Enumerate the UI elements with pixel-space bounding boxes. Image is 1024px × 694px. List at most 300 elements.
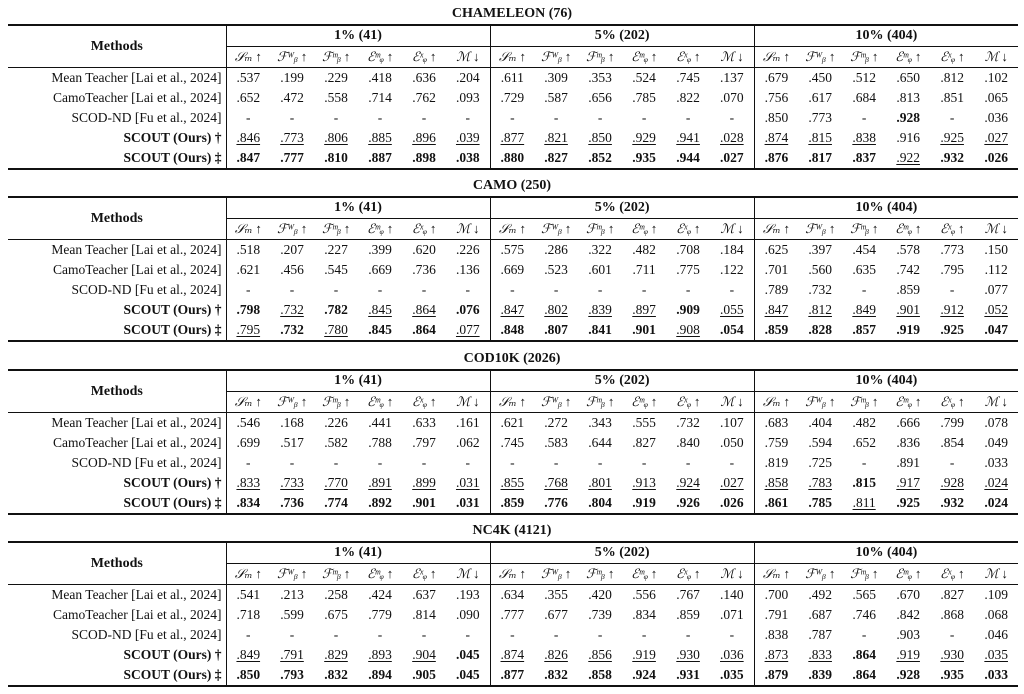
camoteacher-row — [8, 260, 1018, 280]
metric-cell — [270, 585, 314, 606]
scout-ddagger-row — [8, 493, 1018, 514]
metric-header: ℰˣᵩ ↑ — [930, 392, 974, 413]
metric-cell — [578, 128, 622, 148]
metric-cell — [446, 88, 490, 108]
metric-value: .732 — [676, 415, 700, 430]
metric-value: .789 — [764, 282, 789, 297]
metric-value: .701 — [764, 262, 789, 277]
metric-cell — [974, 88, 1018, 108]
metric-cell — [622, 585, 666, 606]
metric-header: ℱᵐᵦ ↑ — [842, 392, 886, 413]
metric-cell — [358, 260, 402, 280]
metric-cell — [842, 108, 886, 128]
metric-cell — [358, 645, 402, 665]
metric-cell — [446, 320, 490, 341]
metric-cell — [226, 585, 270, 606]
metric-cell — [886, 665, 930, 686]
metric-cell — [886, 260, 930, 280]
metric-cell — [446, 433, 490, 453]
metric-cell — [534, 260, 578, 280]
metric-value: .031 — [455, 475, 480, 490]
metric-header: ℳ ↓ — [710, 392, 754, 413]
metric-value: .896 — [412, 130, 436, 145]
metric-header: ℰᵐᵩ ↑ — [358, 392, 402, 413]
metric-header: ℱᵐᵦ ↑ — [314, 47, 358, 68]
metric-value: .309 — [544, 70, 568, 85]
metric-cell — [270, 68, 314, 89]
split-label: 10% (404) — [855, 545, 918, 560]
metric-value: .815 — [852, 475, 876, 490]
split-header — [754, 370, 1018, 392]
metric-cell — [886, 413, 930, 434]
metric-cell — [798, 260, 842, 280]
metric-cell — [622, 453, 666, 473]
metric-value: .033 — [984, 455, 1008, 470]
metric-cell — [930, 148, 974, 169]
metric-cell — [402, 605, 446, 625]
metric-cell — [930, 108, 974, 128]
metric-value: .049 — [984, 435, 1008, 450]
metric-value: .828 — [808, 322, 832, 337]
metric-cell — [358, 413, 402, 434]
metric-header: ℱᵐᵦ ↑ — [314, 219, 358, 240]
metric-value: .785 — [808, 495, 832, 510]
metric-header: 𝒮ₘ ↑ — [754, 47, 798, 68]
metric-cell — [490, 605, 534, 625]
metric-value: .929 — [632, 130, 656, 145]
metric-value: - — [597, 627, 603, 642]
metric-cell — [490, 433, 534, 453]
method-name: Mean Teacher [Lai et al., 2024] — [51, 242, 222, 257]
metric-cell — [446, 68, 490, 89]
split-label: 1% (41) — [334, 200, 382, 215]
metric-cell — [358, 493, 402, 514]
metric-cell — [490, 300, 534, 320]
metric-value: .797 — [412, 435, 436, 450]
metric-value: .024 — [984, 495, 1008, 510]
metric-cell — [402, 493, 446, 514]
metric-value: .076 — [455, 302, 480, 317]
metric-cell — [226, 605, 270, 625]
split-label: 1% (41) — [334, 545, 382, 560]
metric-value: .184 — [720, 242, 744, 257]
metric-cell — [446, 280, 490, 300]
metric-cell — [534, 68, 578, 89]
metric-cell — [314, 260, 358, 280]
metric-value: .798 — [236, 302, 261, 317]
metric-cell — [666, 88, 710, 108]
metric-cell — [358, 625, 402, 645]
split-header — [490, 370, 754, 392]
metric-header: ℰᵐᵩ ↑ — [622, 47, 666, 68]
metric-value: .922 — [896, 150, 920, 165]
method-name: SCOD-ND [Fu et al., 2024] — [71, 282, 222, 297]
metric-value: .666 — [896, 415, 920, 430]
metric-value: .847 — [764, 302, 789, 317]
metric-value: .404 — [808, 415, 832, 430]
metric-cell — [974, 433, 1018, 453]
metric-value: .925 — [940, 322, 964, 337]
metric-value: .482 — [852, 415, 876, 430]
metric-value: .810 — [324, 150, 348, 165]
metric-cell — [226, 108, 270, 128]
scout-dagger-row — [8, 473, 1018, 493]
metric-cell — [490, 413, 534, 434]
metric-value: - — [289, 282, 295, 297]
metric-cell — [666, 108, 710, 128]
metric-value: .397 — [808, 242, 832, 257]
metric-cell — [358, 128, 402, 148]
scod-nd-row — [8, 625, 1018, 645]
metric-value: .817 — [808, 150, 832, 165]
metric-cell — [710, 68, 754, 89]
method-name: SCOUT (Ours) ‡ — [8, 320, 226, 341]
metric-cell — [666, 605, 710, 625]
metric-value: .636 — [412, 70, 436, 85]
method-name: SCOD-ND [Fu et al., 2024] — [71, 110, 222, 125]
metric-cell — [886, 585, 930, 606]
metric-value: .739 — [588, 607, 612, 622]
metric-value: - — [949, 455, 955, 470]
metric-value: .919 — [896, 322, 920, 337]
metric-cell — [446, 493, 490, 514]
metric-cell — [974, 665, 1018, 686]
metric-cell — [534, 473, 578, 493]
metric-cell — [270, 108, 314, 128]
metric-cell — [226, 473, 270, 493]
split-header — [226, 370, 490, 392]
metric-cell — [974, 240, 1018, 261]
metric-cell — [710, 453, 754, 473]
methods-header: Methods — [8, 197, 226, 240]
metric-cell — [226, 413, 270, 434]
metric-cell — [886, 128, 930, 148]
metric-value: .229 — [324, 70, 348, 85]
metric-value: .343 — [588, 415, 612, 430]
metric-cell — [578, 413, 622, 434]
metric-cell — [798, 605, 842, 625]
metric-value: - — [289, 455, 295, 470]
metric-value: .773 — [280, 130, 304, 145]
metric-cell — [974, 453, 1018, 473]
metric-value: .052 — [984, 302, 1008, 317]
metric-cell — [490, 128, 534, 148]
metric-value: - — [685, 110, 691, 125]
metric-cell — [710, 473, 754, 493]
metric-value: .036 — [984, 110, 1008, 125]
metric-value: .537 — [236, 70, 261, 85]
metric-cell — [446, 148, 490, 169]
metric-cell — [358, 280, 402, 300]
metric-cell — [534, 665, 578, 686]
metric-value: .773 — [940, 242, 964, 257]
metric-cell — [578, 473, 622, 493]
metric-value: .932 — [940, 495, 964, 510]
metric-cell — [358, 453, 402, 473]
metric-value: - — [377, 455, 383, 470]
metric-cell — [886, 605, 930, 625]
metric-value: - — [949, 110, 955, 125]
metric-cell — [754, 240, 798, 261]
metric-cell — [974, 260, 1018, 280]
metric-cell — [710, 625, 754, 645]
metric-cell — [402, 128, 446, 148]
metric-value: .033 — [984, 667, 1008, 682]
method-name: SCOUT (Ours) ‡ — [8, 665, 226, 686]
metric-cell — [270, 605, 314, 625]
metric-value: .736 — [412, 262, 436, 277]
metric-cell — [270, 260, 314, 280]
metric-value: .046 — [984, 627, 1008, 642]
dataset-title: NC4K (4121) — [472, 523, 552, 538]
scout-ddagger-row — [8, 148, 1018, 169]
metric-cell — [402, 148, 446, 169]
metric-cell — [490, 453, 534, 473]
metric-value: - — [333, 110, 339, 125]
metric-cell — [622, 280, 666, 300]
metric-value: .675 — [324, 607, 348, 622]
metric-cell — [754, 493, 798, 514]
metric-cell — [842, 605, 886, 625]
metric-cell — [578, 68, 622, 89]
metric-cell — [622, 260, 666, 280]
metric-cell — [534, 88, 578, 108]
camoteacher-row — [8, 88, 1018, 108]
metric-cell — [358, 300, 402, 320]
metric-cell — [930, 473, 974, 493]
metric-cell — [622, 88, 666, 108]
metric-value: .841 — [588, 322, 612, 337]
metric-value: .832 — [544, 667, 568, 682]
metric-value: .620 — [412, 242, 436, 257]
metric-value: .677 — [544, 607, 568, 622]
metric-header: 𝒮ₘ ↑ — [754, 219, 798, 240]
metric-cell — [666, 473, 710, 493]
metric-value: .935 — [632, 150, 656, 165]
metric-cell — [358, 433, 402, 453]
metric-cell — [534, 645, 578, 665]
split-header — [490, 25, 754, 47]
scout-dagger-row — [8, 300, 1018, 320]
metric-cell — [490, 493, 534, 514]
metric-cell — [270, 280, 314, 300]
metric-value: - — [421, 627, 427, 642]
metric-header: ℳ ↓ — [974, 219, 1018, 240]
scod-nd-row — [8, 280, 1018, 300]
metric-value: .849 — [852, 302, 876, 317]
metric-cell — [358, 148, 402, 169]
metric-cell — [534, 148, 578, 169]
metric-header: ℳ ↓ — [710, 219, 754, 240]
metric-cell — [358, 320, 402, 341]
metric-value: .833 — [236, 475, 261, 490]
metric-value: - — [685, 455, 691, 470]
metric-cell — [402, 625, 446, 645]
metric-cell — [754, 585, 798, 606]
metric-cell — [490, 280, 534, 300]
metric-cell — [754, 148, 798, 169]
camoteacher-row — [8, 605, 1018, 625]
metric-cell — [446, 300, 490, 320]
metric-value: .913 — [632, 475, 656, 490]
metric-cell — [930, 665, 974, 686]
metric-value: .885 — [368, 130, 392, 145]
metric-value: .065 — [984, 90, 1008, 105]
metric-header: 𝒮ₘ ↑ — [490, 47, 534, 68]
metric-cell — [798, 300, 842, 320]
metric-cell — [798, 413, 842, 434]
metric-cell — [402, 473, 446, 493]
metric-cell — [578, 88, 622, 108]
metric-cell — [358, 585, 402, 606]
metric-cell — [314, 300, 358, 320]
metric-value: .924 — [676, 475, 700, 490]
metric-value: - — [553, 282, 559, 297]
metric-value: .687 — [808, 607, 832, 622]
metric-cell — [710, 88, 754, 108]
metric-value: .399 — [368, 242, 392, 257]
metric-value: - — [729, 110, 735, 125]
metric-cell — [710, 645, 754, 665]
metric-cell — [402, 453, 446, 473]
metric-header: ℱᵂᵦ ↑ — [534, 47, 578, 68]
metric-value: .524 — [632, 70, 656, 85]
scod-nd-row — [8, 108, 1018, 128]
metric-cell — [710, 280, 754, 300]
dataset-title: COD10K (2026) — [463, 351, 561, 366]
metric-value: .669 — [500, 262, 525, 277]
metric-value: - — [421, 282, 427, 297]
split-label: 5% (202) — [594, 200, 650, 215]
metric-cell — [754, 453, 798, 473]
metric-value: .840 — [676, 435, 700, 450]
metric-value: .047 — [984, 322, 1008, 337]
metric-value: - — [729, 282, 735, 297]
metric-cell — [358, 240, 402, 261]
metric-header: ℳ ↓ — [710, 47, 754, 68]
metric-value: .928 — [896, 110, 920, 125]
metric-cell — [622, 433, 666, 453]
metric-value: .941 — [676, 130, 700, 145]
metric-value: .650 — [896, 70, 920, 85]
metric-value: .759 — [764, 435, 789, 450]
metric-value: .812 — [940, 70, 964, 85]
metric-cell — [358, 473, 402, 493]
metric-value: .767 — [676, 587, 700, 602]
metric-cell — [710, 585, 754, 606]
metric-cell — [754, 260, 798, 280]
metric-value: .746 — [852, 607, 876, 622]
metric-cell — [930, 88, 974, 108]
metric-cell — [314, 280, 358, 300]
metric-value: .916 — [896, 130, 920, 145]
metric-value: .903 — [896, 627, 920, 642]
metric-header: ℰˣᵩ ↑ — [402, 219, 446, 240]
metric-cell — [446, 625, 490, 645]
metric-cell — [754, 128, 798, 148]
metric-cell — [710, 148, 754, 169]
metric-value: .868 — [940, 607, 964, 622]
metric-cell — [314, 645, 358, 665]
metric-value: .877 — [500, 667, 525, 682]
metric-value: .839 — [588, 302, 612, 317]
metric-header: ℱᵐᵦ ↑ — [578, 47, 622, 68]
metric-value: .226 — [324, 415, 348, 430]
metric-value: .742 — [896, 262, 920, 277]
metric-value: .634 — [500, 587, 525, 602]
split-header — [226, 25, 490, 47]
metric-header: 𝒮ₘ ↑ — [226, 219, 270, 240]
metric-value: .050 — [720, 435, 744, 450]
metric-value: .556 — [632, 587, 656, 602]
metric-cell — [842, 665, 886, 686]
metric-header: ℱᵂᵦ ↑ — [270, 564, 314, 585]
metric-cell — [798, 280, 842, 300]
metric-value: .782 — [324, 302, 348, 317]
metric-header: 𝒮ₘ ↑ — [226, 564, 270, 585]
metric-value: .137 — [720, 70, 744, 85]
metric-cell — [842, 473, 886, 493]
metric-cell — [974, 473, 1018, 493]
metric-value: - — [597, 455, 603, 470]
metric-cell — [490, 473, 534, 493]
metric-cell — [270, 240, 314, 261]
metric-value: .861 — [764, 495, 789, 510]
metric-value: .024 — [984, 475, 1008, 490]
metric-value: .880 — [500, 150, 525, 165]
metric-cell — [710, 108, 754, 128]
metric-cell — [798, 320, 842, 341]
metric-value: .026 — [984, 150, 1008, 165]
metric-value: .904 — [412, 647, 436, 662]
metric-value: .745 — [676, 70, 700, 85]
metric-cell — [798, 108, 842, 128]
metric-value: - — [333, 282, 339, 297]
metric-cell — [226, 280, 270, 300]
metric-header: ℳ ↓ — [710, 564, 754, 585]
metric-value: - — [289, 627, 295, 642]
metric-value: - — [949, 627, 955, 642]
method-name: Mean Teacher [Lai et al., 2024] — [51, 415, 222, 430]
metric-cell — [402, 665, 446, 686]
metric-cell — [578, 433, 622, 453]
metric-value: .845 — [368, 302, 392, 317]
metric-header: ℱᵂᵦ ↑ — [798, 392, 842, 413]
metric-header: ℰᵐᵩ ↑ — [886, 564, 930, 585]
metric-value: .355 — [544, 587, 568, 602]
metric-value: .611 — [500, 70, 524, 85]
metric-header: ℰˣᵩ ↑ — [402, 47, 446, 68]
metric-cell — [798, 645, 842, 665]
metric-value: - — [465, 627, 471, 642]
metric-cell — [842, 280, 886, 300]
metric-cell — [886, 493, 930, 514]
metric-value: .652 — [852, 435, 876, 450]
metric-cell — [446, 605, 490, 625]
metric-cell — [666, 240, 710, 261]
metric-value: .093 — [455, 90, 480, 105]
metric-cell — [930, 585, 974, 606]
method-name: Mean Teacher [Lai et al., 2024] — [51, 587, 222, 602]
metric-value: .683 — [764, 415, 789, 430]
metric-cell — [446, 453, 490, 473]
metric-value: .799 — [940, 415, 964, 430]
metric-value: .031 — [455, 495, 480, 510]
metric-value: .874 — [500, 647, 525, 662]
metric-cell — [930, 320, 974, 341]
metric-value: .669 — [368, 262, 392, 277]
metric-value: .791 — [764, 607, 789, 622]
